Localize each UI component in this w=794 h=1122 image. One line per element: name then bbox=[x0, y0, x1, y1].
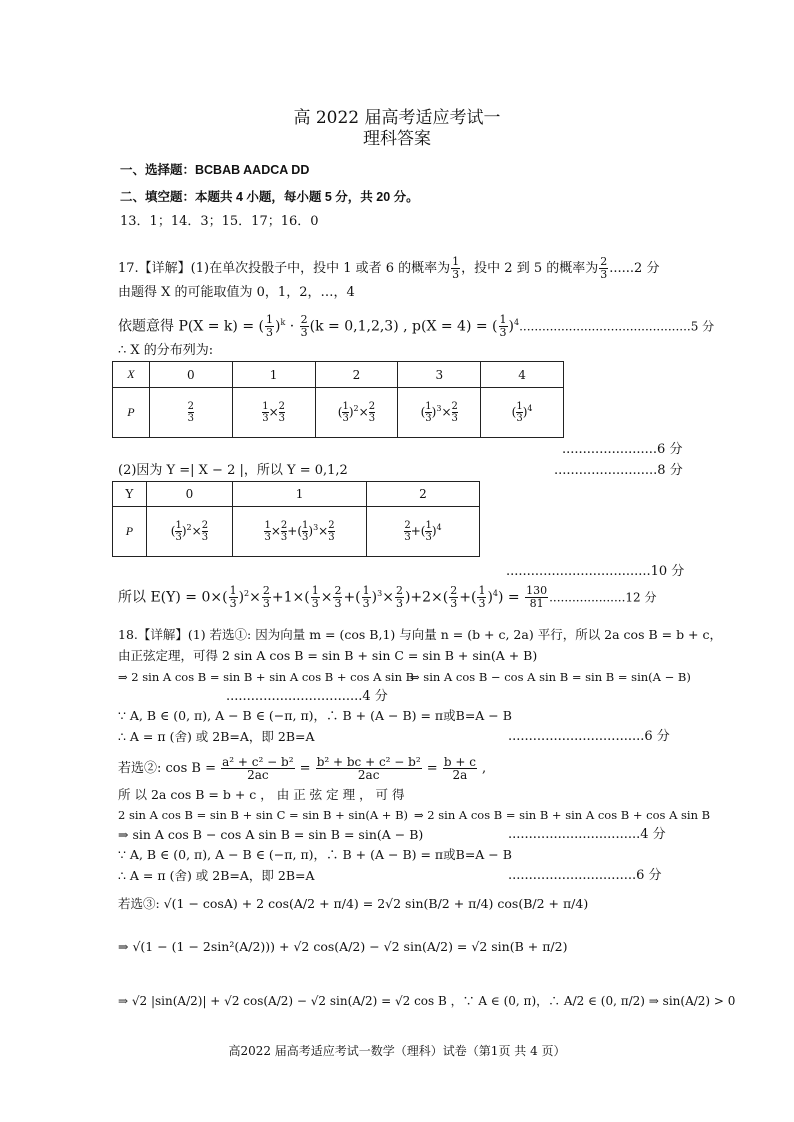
table-cell-p2: ( $\frac{1}{3}$ )$^2$× $\frac{2}{3}$ bbox=[315, 388, 398, 438]
score-6b: ...............................6 分 bbox=[508, 868, 662, 883]
q17-line1: 17.【详解】(1)在单次投骰子中，投中 1 或者 6 的概率为 $\frac{1}{3}$ ，投中 2 到 5 的概率为 $\frac{2}{3}$ ......2 分 bbox=[118, 255, 660, 281]
q18-line1: 18.【详解】(1) 若选①: 因为向量 m = (cos B,1) 与向量 n = (b + c, 2a) 平行，所以 2a cos B = b + c， bbox=[118, 627, 722, 642]
table-header-cell: 0 bbox=[146, 482, 232, 507]
score-8: .........................8 分 bbox=[554, 463, 683, 478]
q17-part2: (2)因为 Y =| X − 2 |，所以 Y = 0,1,2 bbox=[118, 463, 348, 478]
table-header-cell: 2 bbox=[315, 362, 398, 388]
table-header-cell: 4 bbox=[481, 362, 564, 388]
expectation-line: 所以 E(Y) = 0×( $\frac{1}{3}$ )$^2$× $\frac{2}{3}$ +1×( $\frac{1}{3}$ × $\frac{2}{3}$ +( $\frac{1}{3}$ )$^3$× $\frac{2}{3}$ )+2×( $\frac{2}{3}$ +( $\frac{1}{3}$ )$^4$) = $\frac{130}{81}$ ....................12 分 bbox=[118, 584, 657, 611]
q18-line8: 所 以 2a cos B = b + c ， 由 正 弦 定 理 ， 可 得 bbox=[118, 787, 405, 802]
fill-header: 二、填空题：本题共 4 小题，每小题 5 分，共 20 分。 bbox=[120, 190, 419, 204]
q18-line2: 由正弦定理，可得 2 sin A cos B = sin B + sin C = sin B + sin(A + B) bbox=[118, 648, 538, 663]
table-cell-y2: $\frac{2}{3}$ +( $\frac{1}{3}$ )$^4$ bbox=[366, 507, 479, 557]
table-header-cell: X bbox=[113, 362, 150, 388]
q18-line14: ⇒ √(1 − (1 − 2sin²(A/2))) + √2 cos(A/2) − √2 sin(A/2) = √2 sin(B + π/2) bbox=[118, 939, 568, 954]
table-cell-y1: $\frac{1}{3}$ × $\frac{2}{3}$ +( $\frac{1}{3}$ )$^3$× $\frac{2}{3}$ bbox=[233, 507, 367, 557]
q18-line9a: 2 sin A cos B = sin B + sin C = sin B + sin(A + B) bbox=[118, 808, 409, 822]
score-4a: .................................4 分 bbox=[226, 689, 388, 704]
q17-line3: 依题意得 P(X = k) = ( $\frac{1}{3}$ )$^k$ · $\frac{2}{3}$ (k = 0,1,2,3) , p(X = 4) = ( $\frac{1}{3}$ )$^4$.............................................5 分 bbox=[118, 313, 715, 340]
fill-answers: 13．1；14．3；15．17；16．0 bbox=[120, 214, 319, 229]
table-cell-p0: $\frac{2}{3}$ bbox=[149, 388, 232, 438]
q18-line12: ∴ A = π (舍) 或 2B=A，即 2B=A bbox=[118, 868, 315, 883]
table-cell-y0: ( $\frac{1}{3}$ )$^2$× $\frac{2}{3}$ bbox=[146, 507, 232, 557]
q18-line9b: ⇒ 2 sin A cos B = sin B + sin A cos B + cos A sin B bbox=[414, 808, 711, 822]
q18-option2: 若选②: cos B = $\frac{\text{a² + c² − b²}}{2ac}$ = $\frac{\text{b² + bc + c² − b²}}{2ac}$ = $\frac{b + c}{2a}$ , bbox=[118, 755, 487, 782]
table-cell-p1: $\frac{1}{3}$ × $\frac{2}{3}$ bbox=[232, 388, 315, 438]
mc-answers: 一、选择题：BCBAB AADCA DD bbox=[120, 163, 310, 177]
q18-line5: ∵ A, B ∈ (0, π), A − B ∈ (−π, π)，∴ B + (A − B) = π或B=A − B bbox=[118, 708, 512, 723]
table-header-cell: 1 bbox=[233, 482, 367, 507]
score-6a: .................................6 分 bbox=[508, 729, 670, 744]
distribution-table-y bbox=[112, 481, 480, 557]
q18-line10: ⇒ sin A cos B − cos A sin B = sin B = sin(A − B) bbox=[118, 827, 424, 842]
table-header-cell: 3 bbox=[398, 362, 481, 388]
score-4b: ................................4 分 bbox=[508, 827, 666, 842]
q18-option3: 若选③: √(1 − cosA) + 2 cos(A/2 + π/4) = 2√2 sin(B/2 + π/4) cos(B/2 + π/4) bbox=[118, 896, 589, 911]
q18-line11: ∵ A, B ∈ (0, π), A − B ∈ (−π, π)，∴ B + (A − B) = π或B=A − B bbox=[118, 847, 512, 862]
page-subtitle: 理科答案 bbox=[363, 129, 431, 149]
table-header-cell: Y bbox=[113, 482, 147, 507]
q18-line3b: ⇒ sin A cos B − cos A sin B = sin B = sin(A − B) bbox=[410, 670, 691, 684]
q18-line3a: ⇒ 2 sin A cos B = sin B + sin A cos B + cos A sin B bbox=[118, 670, 415, 684]
page-footer: 高2022 届高考适应考试一数学（理科）试卷（第1页 共 4 页） bbox=[228, 1044, 566, 1058]
page-title: 高 2022 届高考适应考试一 bbox=[293, 108, 501, 128]
score-6: .......................6 分 bbox=[562, 442, 683, 457]
table-header-cell: 0 bbox=[149, 362, 232, 388]
q18-line6: ∴ A = π (舍) 或 2B=A，即 2B=A bbox=[118, 729, 315, 744]
distribution-table-x bbox=[112, 361, 564, 438]
table-cell-p4: ( $\frac{1}{3}$ )$^4$ bbox=[481, 388, 564, 438]
table-cell-p3: ( $\frac{1}{3}$ )$^3$× $\frac{2}{3}$ bbox=[398, 388, 481, 438]
table-header-cell: 2 bbox=[366, 482, 479, 507]
table-row-label: P bbox=[113, 388, 150, 438]
table-header-cell: 1 bbox=[232, 362, 315, 388]
table-row-label: P bbox=[113, 507, 147, 557]
q18-line15: ⇒ √2 |sin(A/2)| + √2 cos(A/2) − √2 sin(A/2) = √2 cos B ，∵ A ∈ (0, π)，∴ A/2 ∈ (0, π/2) ⇒ sin(A/2) > 0 bbox=[118, 994, 736, 1008]
q17-line2: 由题得 X 的可能取值为 0，1，2，…，4 bbox=[118, 285, 355, 300]
q17-line4: ∴ X 的分布列为: bbox=[118, 343, 214, 358]
score-10: ...................................10 分 bbox=[506, 564, 685, 579]
